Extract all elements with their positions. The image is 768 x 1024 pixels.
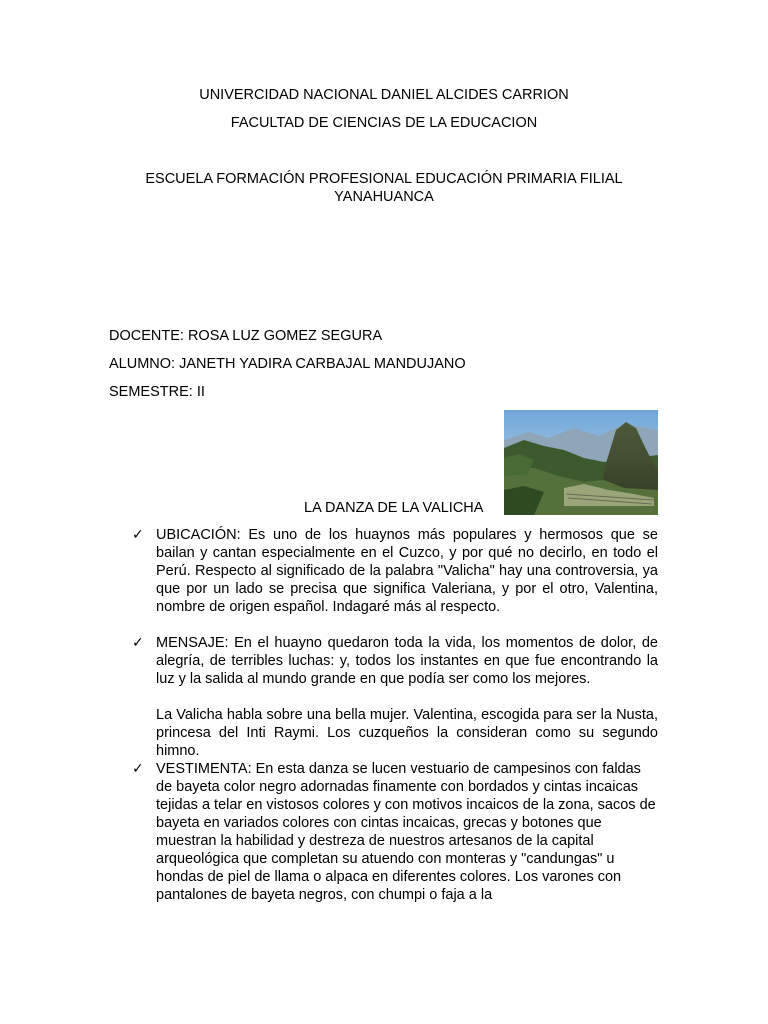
ubicacion-text: UBICACIÓN: Es uno de los huaynos más populares y hermosos que se bailan y cantan especialmente en el Cuzco, y por qué no decirlo, en todo el Perú. Respecto al significado de la palabra "Valicha" hay una controversia, ya que por un lado se precisa que significa Valeriana, y por el otro, Valentina, nombre de origen español. Indagaré más al respecto. bbox=[156, 527, 658, 615]
list-item-mensaje bbox=[132, 634, 658, 760]
school-name-line1: ESCUELA FORMACIÓN PROFESIONAL EDUCACIÓN PRIMARIA FILIAL bbox=[145, 171, 623, 187]
checkmark-icon: ✓ bbox=[132, 635, 144, 651]
list-item-vestimenta bbox=[132, 760, 658, 904]
machu-picchu-photo bbox=[504, 410, 658, 515]
mountain-landscape-icon bbox=[504, 410, 658, 515]
document-title: LA DANZA DE LA VALICHA bbox=[304, 500, 484, 516]
docente-line: DOCENTE: ROSA LUZ GOMEZ SEGURA bbox=[109, 328, 383, 344]
university-name: UNIVERCIDAD NACIONAL DANIEL ALCIDES CARRION bbox=[199, 87, 569, 103]
list-item-ubicacion bbox=[132, 526, 658, 616]
mensaje-extra-text: La Valicha habla sobre una bella mujer. Valentina, escogida para ser la Nusta, princesa del Inti Raymi. Los cuzqueños la consideran como su segundo himno. bbox=[156, 707, 658, 759]
checkmark-icon: ✓ bbox=[132, 761, 144, 777]
checkmark-icon: ✓ bbox=[132, 527, 144, 543]
vestimenta-text: VESTIMENTA: En esta danza se lucen vestuario de campesinos con faldas de bayeta color negro adornadas finamente con bordados y cintas incaicas tejidas a telar en vistosos colores y con motivos incaicos de la zona, sacos de bayeta en variados colores con cintas incaicas, grecas y botones que muestran la habilidad y destreza de nuestros artesanos de la capital arqueológica que completan su atuendo con monteras y "candungas" u hondas de piel de llama o alpaca en diferentes colores. Los varones con pantalones de bayeta negros, con chumpi o faja a la bbox=[156, 761, 656, 903]
alumno-line: ALUMNO: JANETH YADIRA CARBAJAL MANDUJANO bbox=[109, 356, 466, 372]
school-name-line2: YANAHUANCA bbox=[334, 189, 434, 205]
section-list bbox=[132, 526, 658, 904]
mensaje-text: MENSAJE: En el huayno quedaron toda la vida, los momentos de dolor, de alegría, de terribles luchas: y, todos los instantes en que fue encontrando la luz y la salida al mundo grande en que podía ser como los mejores. bbox=[156, 635, 658, 687]
faculty-name: FACULTAD DE CIENCIAS DE LA EDUCACION bbox=[230, 115, 538, 131]
semestre-line: SEMESTRE: II bbox=[109, 384, 205, 400]
